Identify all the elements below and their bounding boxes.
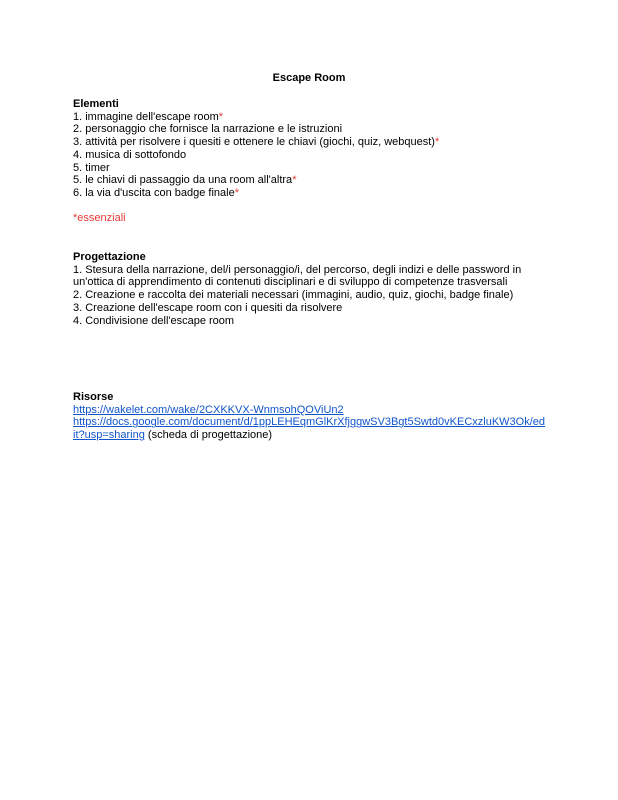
item-text: 5. timer xyxy=(73,161,110,174)
section-heading: Elementi xyxy=(73,98,119,110)
list-item xyxy=(73,162,553,175)
list-item xyxy=(73,149,553,162)
link-note: (scheda di progettazione) xyxy=(144,429,273,442)
section-heading: Risorse xyxy=(73,391,114,403)
google-doc-link[interactable]: https://docs.google.com/document/d/1ppLEHEqmGlKrXfjggwSV3Bgt5Swtd0vKECxzluKW3Ok/edit?usp=sharing xyxy=(73,416,546,442)
item-text: 4. musica di sottofondo xyxy=(73,148,187,161)
list-item: 1. Stesura della narrazione, del/i personaggio/i, del percorso, degli indizi e delle password in un'ottica di apprendimento di contenuti disciplinari e di sviluppo di competenze trasversali xyxy=(73,263,522,289)
required-marker: * xyxy=(218,110,224,123)
section-heading: Progettazione xyxy=(73,251,146,263)
item-text: 1. immagine dell'escape room xyxy=(73,110,219,123)
section-risorse xyxy=(73,391,553,442)
item-text: 2. personaggio che fornisce la narrazione e le istruzioni xyxy=(73,123,343,136)
item-text: 3. attività per risolvere i quesiti e ottenere le chiavi (giochi, quiz, webquest) xyxy=(73,136,435,149)
list-item xyxy=(73,111,553,124)
document-title: Escape Room xyxy=(272,72,346,84)
section-progettazione xyxy=(73,251,553,327)
list-item xyxy=(73,136,553,149)
section-elementi xyxy=(73,98,553,225)
list-item: 4. Condivisione dell'escape room xyxy=(73,314,235,327)
list-item: 2. Creazione e raccolta dei materiali necessari (immagini, audio, quiz, giochi, badge finale) xyxy=(73,289,514,302)
wakelet-link[interactable]: https://wakelet.com/wake/2CXKKVX-WnmsohQOViUn2 xyxy=(73,403,344,416)
required-marker: * xyxy=(434,136,440,149)
required-marker: * xyxy=(292,174,297,187)
list-item xyxy=(73,123,553,136)
item-text: 5. le chiavi di passaggio da una room all'altra xyxy=(73,174,293,187)
list-item xyxy=(73,174,553,187)
required-marker: * xyxy=(234,186,239,199)
list-item: 3. Creazione dell'escape room con i quesiti da risolvere xyxy=(73,301,343,314)
item-text: 6. la via d'uscita con badge finale xyxy=(73,186,235,199)
essential-note: *essenziali xyxy=(73,212,126,225)
list-item xyxy=(73,187,553,200)
